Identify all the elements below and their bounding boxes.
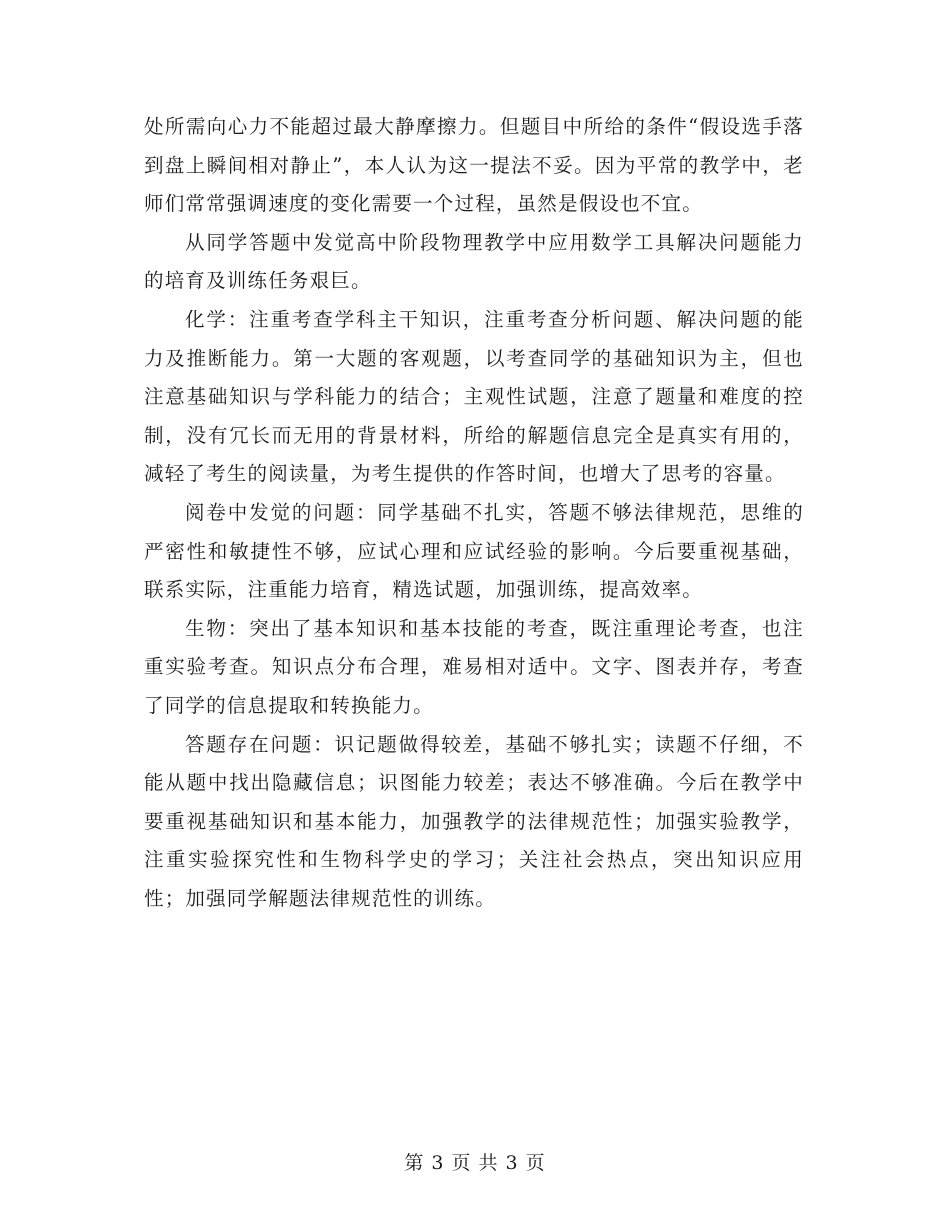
paragraph-4: 阅卷中发觉的问题：同学基础不扎实，答题不够法律规范，思维的严密性和敏捷性不够，应试心理和应试经验的影响。今后要重视基础，联系实际，注重能力培育，精选试题，加强训练，提高效率。 [144, 500, 804, 602]
paragraph-5: 生物：突出了基本知识和基本技能的考查，既注重理论考查，也注重实验考查。知识点分布合理，难易相对适中。文字、图表并存，考查了同学的信息提取和转换能力。 [144, 616, 804, 717]
paragraph-1: 处所需向心力不能超过最大静摩擦力。但题目中所给的条件“假设选手落到盘上瞬间相对静止”，本人认为这一提法不妥。因为平常的教学中，老师们常常强调速度的变化需要一个过程，虽然是假设也不宜。 [144, 115, 804, 216]
paragraph-6: 答题存在问题：识记题做得较差，基础不够扎实；读题不仔细，不能从题中找出隐藏信息；识图能力较差；表达不够准确。今后在教学中要重视基础知识和基本能力，加强教学的法律规范性；加强实验教学，注重实验探究性和生物科学史的学习；关注社会热点，突出知识应用性；加强同学解题法律规范性的训练。 [144, 732, 804, 910]
paragraph-3: 化学：注重考查学科主干知识，注重考查分析问题、解决问题的能力及推断能力。第一大题的客观题，以考查同学的基础知识为主，但也注意基础知识与学科能力的结合；主观性试题，注意了题量和难度的控制，没有冗长而无用的背景材料，所给的解题信息完全是真实有用的，减轻了考生的阅读量，为考生提供的作答时间，也增大了思考的容量。 [144, 307, 804, 486]
paragraph-2: 从同学答题中发觉高中阶段物理教学中应用数学工具解决问题能力的培育及训练任务艰巨。 [144, 230, 804, 293]
page-number-label: 第 3 页 共 3 页 [404, 1152, 546, 1174]
document-body [144, 108, 804, 918]
page-footer [0, 1148, 950, 1175]
